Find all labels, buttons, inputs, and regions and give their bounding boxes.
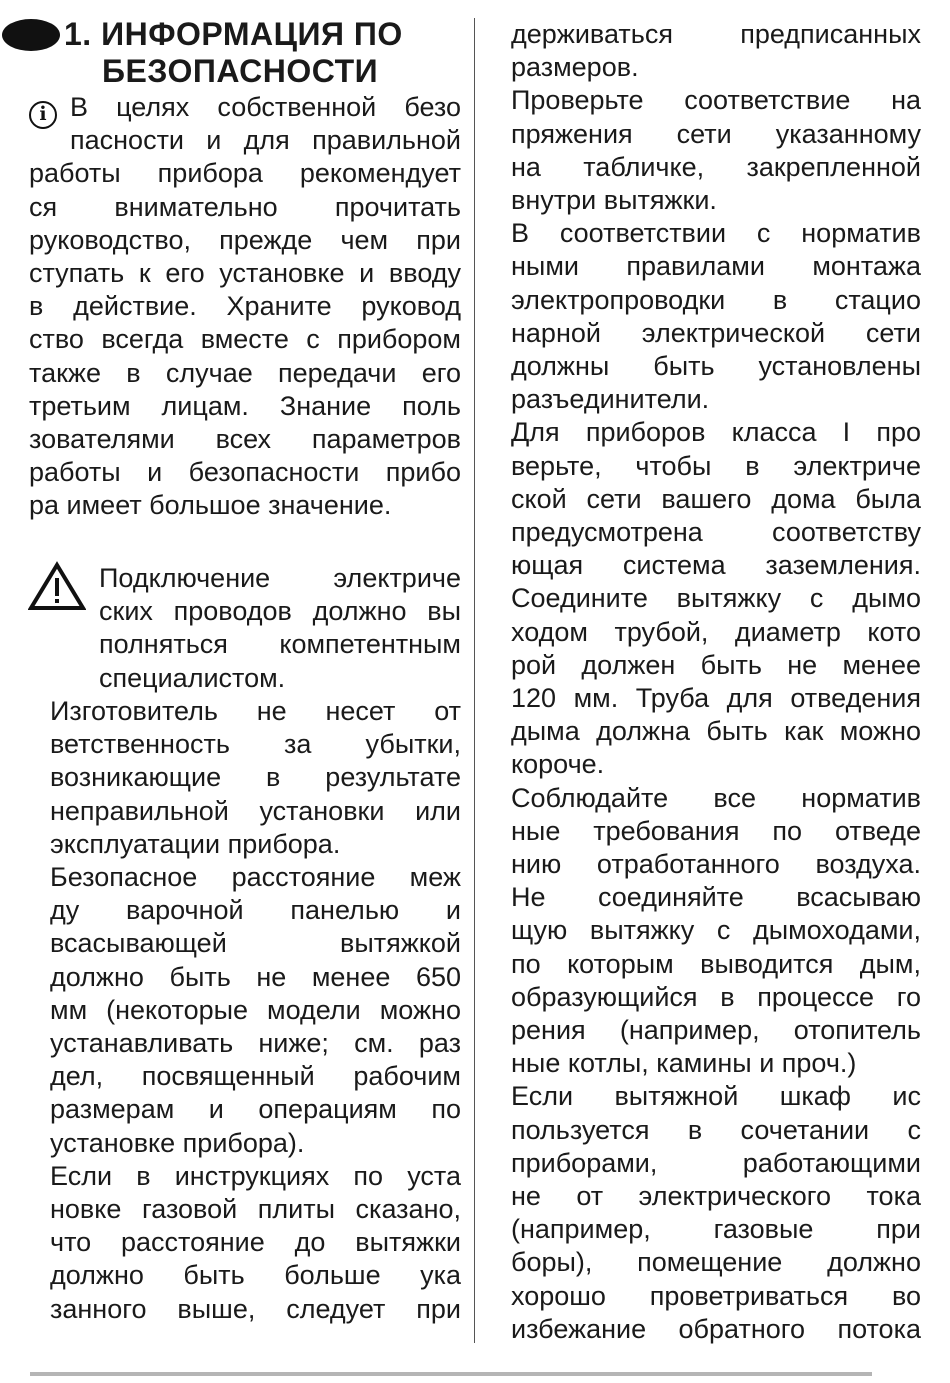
right-column-line: нию отработанного воздуха. bbox=[511, 849, 921, 879]
right-column-line: пряжения сети указанному bbox=[511, 118, 921, 149]
right-column-line: Если вытяжной шкаф ис bbox=[511, 1081, 921, 1112]
body-line: дел, посвященный рабочим bbox=[50, 1061, 461, 1092]
section-title-line-1: 1. ИНФОРМАЦИЯ ПО bbox=[64, 16, 403, 52]
right-column-line: должны быть установлены bbox=[511, 351, 921, 381]
right-column-line: по которым выводится дым, bbox=[511, 948, 921, 979]
intro-line: ра имеет большое значение. bbox=[29, 490, 392, 521]
section-bullet bbox=[2, 19, 60, 51]
body-line: занного выше, следует при bbox=[50, 1293, 461, 1324]
body-line: Изготовитель не несет от bbox=[50, 696, 461, 726]
intro-line: в действие. Храните руковод bbox=[29, 291, 461, 322]
right-column-line: ные требования по отведе bbox=[511, 815, 921, 846]
intro-line: третьим лицам. Знание поль bbox=[29, 390, 461, 421]
bottom-rule bbox=[30, 1372, 872, 1376]
intro-line: также в случае передачи его bbox=[29, 357, 461, 388]
body-line: мм (некоторые модели можно bbox=[50, 994, 461, 1025]
body-line: установке прибора). bbox=[50, 1127, 305, 1158]
right-column-line: образующийся в процессе го bbox=[511, 981, 921, 1012]
right-column-line: ными правилами монтажа bbox=[511, 251, 921, 282]
right-column-line: размеров. bbox=[511, 52, 639, 83]
body-line: всасывающей вытяжкой bbox=[50, 928, 461, 959]
body-line: Если в инструкциях по уста bbox=[50, 1160, 461, 1191]
body-line: ду варочной панелью и bbox=[50, 895, 461, 926]
warning-line: Подключение электриче bbox=[99, 563, 461, 593]
body-line: возникающие в результате bbox=[50, 762, 461, 793]
body-line: устанавливать ниже; см. раз bbox=[50, 1028, 461, 1058]
right-column-line: Не соединяйте всасываю bbox=[511, 882, 921, 913]
right-column-line: Для приборов класса I про bbox=[511, 417, 921, 448]
right-column-line: приборами, работающими bbox=[511, 1147, 921, 1178]
right-column-line: ходом трубой, диаметр кото bbox=[511, 616, 921, 647]
body-line: что расстояние до вытяжки bbox=[50, 1227, 461, 1258]
right-column-line: пользуется в сочетании с bbox=[511, 1114, 921, 1145]
right-column-line: боры), помещение должно bbox=[511, 1247, 921, 1278]
right-column-line: на табличке, закрепленной bbox=[511, 151, 921, 182]
warning-line: ских проводов должно вы bbox=[99, 596, 461, 627]
warning-triangle-icon bbox=[28, 561, 86, 611]
intro-line: руководство, прежде чем при bbox=[29, 224, 461, 255]
intro-line: зователями всех параметров bbox=[29, 424, 461, 454]
right-column-line: короче. bbox=[511, 749, 605, 780]
right-column-line: избежание обратного потока bbox=[511, 1313, 921, 1344]
right-column-line: внутри вытяжки. bbox=[511, 185, 717, 215]
intro-line: пасности и для правильной bbox=[70, 125, 461, 156]
right-column-line: рения (например, отопитель bbox=[511, 1015, 921, 1045]
intro-line: В целях собственной безо bbox=[70, 92, 461, 122]
body-line: должно быть не менее 650 bbox=[50, 961, 461, 992]
right-column-line: предусмотрена соответству bbox=[511, 517, 921, 547]
right-column-line: рой должен быть не менее bbox=[511, 649, 921, 680]
right-column-line: разъединители. bbox=[511, 384, 710, 415]
right-column-line: В соответствии с норматив bbox=[511, 218, 921, 249]
body-line: должно быть больше ука bbox=[50, 1260, 461, 1291]
right-column-line: щую вытяжку с дымоходами, bbox=[511, 915, 921, 946]
body-line: неправильной установки или bbox=[50, 795, 461, 826]
right-column-line: электропроводки в стацио bbox=[511, 284, 921, 315]
right-column-line: нарной электрической сети bbox=[511, 317, 921, 348]
section-title-line-2: БЕЗОПАСНОСТИ bbox=[102, 53, 379, 89]
right-column-line: хорошо проветриваться во bbox=[511, 1280, 921, 1311]
intro-line: ступать к его установке и вводу bbox=[29, 258, 461, 288]
right-column-line: (например, газовые при bbox=[511, 1214, 921, 1245]
right-column-line: держиваться предписанных bbox=[511, 19, 921, 49]
intro-line: ство всегда вместе с прибором bbox=[29, 324, 461, 355]
body-line: новке газовой плиты сказано, bbox=[50, 1194, 461, 1224]
right-column-line: Соблюдайте все норматив bbox=[511, 782, 921, 813]
right-column-line: дыма должна быть как можно bbox=[511, 716, 921, 747]
body-line: ветственность за убытки, bbox=[50, 729, 461, 760]
right-column-line: ской сети вашего дома была bbox=[511, 483, 921, 514]
warning-line: полняться компетентным bbox=[99, 629, 461, 660]
body-line: размерам и операциям по bbox=[50, 1094, 461, 1125]
right-column-line: ющая система заземления. bbox=[511, 550, 921, 581]
right-column-line: верьте, чтобы в электриче bbox=[511, 450, 921, 481]
body-line: эксплуатации прибора. bbox=[50, 828, 341, 859]
warning-line: специалистом. bbox=[99, 662, 286, 693]
right-column-line: не от электрического тока bbox=[511, 1181, 921, 1211]
intro-line: работы и безопасности прибо bbox=[29, 457, 461, 488]
right-column-line: 120 мм. Труба для отведения bbox=[511, 683, 921, 713]
intro-line: ся внимательно прочитать bbox=[29, 191, 461, 222]
right-column-line: Соедините вытяжку с дымо bbox=[511, 583, 921, 614]
body-line: Безопасное расстояние меж bbox=[50, 862, 461, 892]
column-divider bbox=[474, 18, 475, 1343]
right-column-line: ные котлы, камины и проч.) bbox=[511, 1048, 857, 1079]
intro-line: работы прибора рекомендует bbox=[29, 158, 461, 189]
right-column-line: Проверьте соответствие на bbox=[511, 85, 921, 116]
info-circle-icon: i bbox=[29, 101, 57, 129]
